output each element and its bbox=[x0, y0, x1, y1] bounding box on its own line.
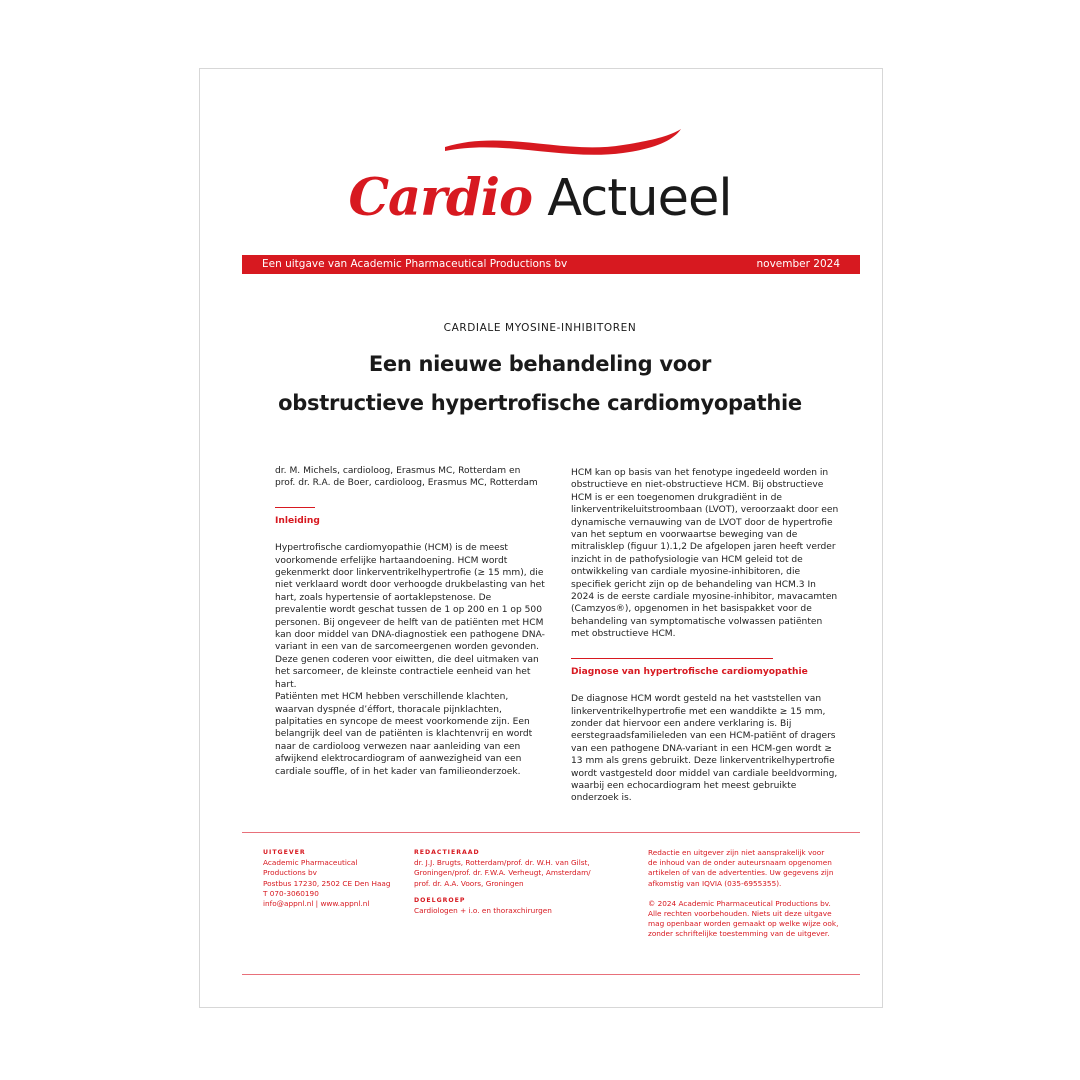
footer-label-redactieraad: REDACTIERAAD bbox=[414, 849, 480, 856]
article-kicker: CARDIALE MYOSINE-INHIBITOREN bbox=[443, 322, 637, 334]
footer-line: Productions bv bbox=[263, 868, 317, 878]
article-title-line-1: Een nieuwe behandeling voor bbox=[368, 352, 712, 376]
footer-uitgever bbox=[263, 848, 403, 909]
section-heading-inleiding: Inleiding bbox=[275, 515, 320, 526]
footer-line: Alle rechten voorbehouden. Niets uit deze uitgave bbox=[648, 909, 832, 919]
section-heading-diagnose: Diagnose van hypertrofische cardiomyopathie bbox=[571, 666, 808, 677]
publisher-line: Een uitgave van Academic Pharmaceutical Productions bv bbox=[262, 258, 568, 270]
section-divider bbox=[571, 658, 773, 659]
body-paragraph: Patiënten met HCM hebben verschillende klachten, waarvan dyspnée d’éffort, thoracale pijnklachten, palpitaties en syncope de meest voorkomende zijn. Een belangrijk deel van de patiënten is klachtenvrij en wordt naar de cardioloog verwezen naar aanleiding van een afwijkend elektrocardiogram of aanwezigheid van een cardiale souffle, of in het kader van familieonderzoek. bbox=[275, 692, 533, 777]
issue-date: november 2024 bbox=[756, 258, 840, 270]
footer-label-uitgever: UITGEVER bbox=[263, 849, 306, 856]
footer-line: de inhoud van de onder auteursnaam opgenomen bbox=[648, 858, 832, 868]
article-column-left bbox=[275, 465, 545, 778]
footer-line: afkomstig van IQVIA (035-6955355). bbox=[648, 878, 782, 888]
footer-line: Groningen/prof. dr. F.W.A. Verheugt, Amsterdam/ bbox=[414, 868, 591, 878]
masthead-swoosh-icon bbox=[443, 125, 683, 155]
article-column-right bbox=[571, 467, 841, 805]
footer-line: Cardiologen + i.o. en thoraxchirurgen bbox=[414, 906, 552, 916]
masthead-title bbox=[0, 168, 1080, 229]
footer-line: Academic Pharmaceutical bbox=[263, 858, 358, 868]
footer-line: © 2024 Academic Pharmaceutical Productions bv. bbox=[648, 898, 831, 908]
footer-line: zonder schriftelijke toestemming van de uitgever. bbox=[648, 929, 830, 939]
footer-line: T 070-3060190 bbox=[263, 888, 319, 898]
masthead-word-actueel: Actueel bbox=[547, 169, 732, 228]
body-paragraph: Hypertrofische cardiomyopathie (HCM) is de meest voorkomende erfelijke hartaandoening. HCM wordt gekenmerkt door linkerventrikelhypertrofie (≥ 15 mm), die niet verklaard wordt door verhoogde drukbelasting van het hart, zoals hypertensie of aortaklepstenose. De prevalentie wordt geschat tussen de 1 op 200 en 1 op 500 personen. Bij ongeveer de helft van de patiënten met HCM kan door middel van DNA-diagnostiek een pathogene DNA-variant in een van de sarcomeergenen worden gevonden. Deze genen coderen voor eiwitten, die deel uitmaken van het sarcomeer, de kleinste contractiele eenheid van het hart. bbox=[275, 543, 545, 690]
body-paragraph: HCM kan op basis van het fenotype ingedeeld worden in obstructieve en niet-obstructieve HCM. Bij obstructieve HCM is er een toegenomen drukgradiënt in de linkerventrikeluitstroombaan (LVOT), veroorzaakt door een dynamische vernauwing van de LVOT door de hypertrofie van het septum en voorwaartse beweging van de mitralisklep (figuur 1).1,2 De afgelopen jaren heeft verder inzicht in de pathofysiologie van HCM geleid tot de ontwikkeling van cardiale myosine-inhibitoren, die specifiek gericht zijn op de behandeling van HCM.3 In 2024 is de eerste cardiale myosine-inhibitor, mavacamten (Camzyos®), opgenomen in het basispakket voor de behandeling van symptomatische volwassen patiënten met obstructieve HCM. bbox=[571, 468, 839, 640]
footer-line: prof. dr. A.A. Voors, Groningen bbox=[414, 878, 524, 888]
footer-line: artikelen of van de advertenties. Uw gegevens zijn bbox=[648, 868, 834, 878]
footer-redactieraad bbox=[414, 848, 614, 916]
body-paragraph: De diagnose HCM wordt gesteld na het vaststellen van linkerventrikelhypertrofie met een wanddikte ≥ 15 mm, zonder dat hiervoor een andere verklaring is. Bij eerstegraadsfamilieleden van een HCM-patiënt of dragers van een pathogene DNA-variant in een HCM-gen wordt ≥ 13 mm als grens gebruikt. Deze linkerventrikelhypertrofie wordt vastgesteld door middel van cardiale beeldvorming, waarbij een echocardiogram het meest gebruikte onderzoek is. bbox=[571, 694, 838, 804]
footer-line: Postbus 17230, 2502 CE Den Haag bbox=[263, 878, 391, 888]
article-title-line-2: obstructieve hypertrofische cardiomyopathie bbox=[278, 391, 802, 415]
author-line-2: prof. dr. R.A. de Boer, cardioloog, Erasmus MC, Rotterdam bbox=[275, 478, 538, 489]
section-divider bbox=[275, 507, 315, 508]
footer-line: Redactie en uitgever zijn niet aansprakelijk voor bbox=[648, 848, 825, 857]
footer-contact-link[interactable]: info@appnl.nl | www.appnl.nl bbox=[263, 899, 370, 909]
footer-top-rule bbox=[242, 832, 860, 833]
author-line-1: dr. M. Michels, cardioloog, Erasmus MC, Rotterdam en bbox=[275, 466, 521, 476]
footer-label-doelgroep: DOELGROEP bbox=[414, 896, 466, 904]
footer-disclaimer bbox=[648, 848, 848, 940]
footer-line: dr. J.J. Brugts, Rotterdam/prof. dr. W.H. van Gilst, bbox=[414, 858, 590, 868]
footer-bottom-rule bbox=[242, 974, 860, 975]
publisher-bar bbox=[242, 255, 860, 274]
footer-line: mag openbaar worden gemaakt op welke wijze ook, bbox=[648, 919, 839, 929]
masthead-word-cardio: Cardio bbox=[348, 168, 533, 228]
article-title bbox=[0, 345, 1080, 423]
